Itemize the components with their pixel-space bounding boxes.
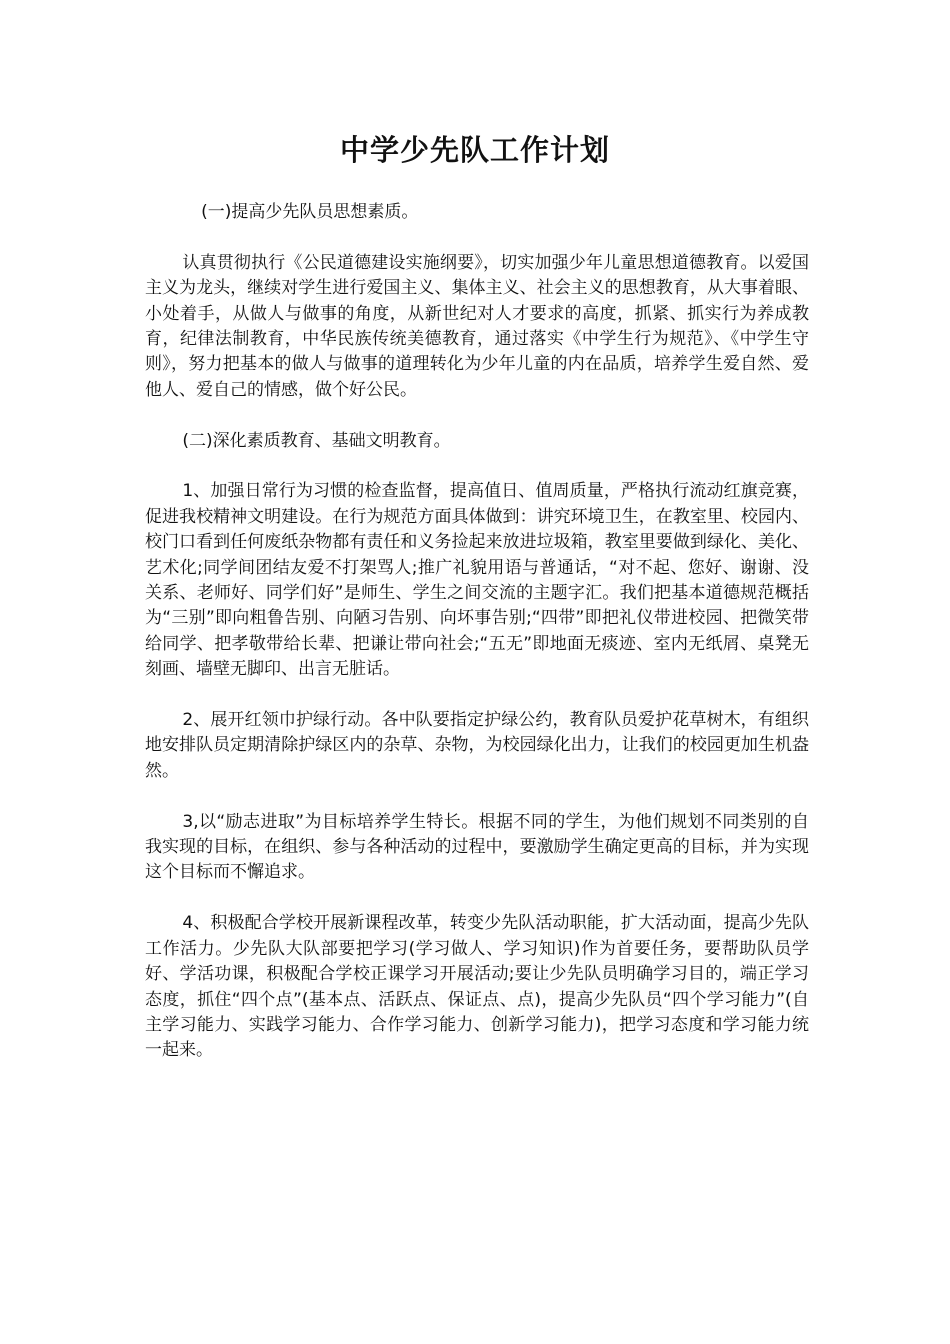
spacer [145, 225, 809, 250]
spacer [145, 683, 809, 708]
spacer [145, 454, 809, 479]
list-item-2: 2、展开红领巾护绿行动。各中队要指定护绿公约，教育队员爱护花草树木，有组织地安排队员定期清除护绿区内的杂草、杂物，为校园绿化出力，让我们的校园更加生机盎然。 [145, 710, 809, 781]
paragraph-moral-education: 认真贯彻执行《公民道德建设实施纲要》，切实加强少年儿童思想道德教育。以爱国主义为龙头，继续对学生进行爱国主义、集体主义、社会主义的思想教育，从大事着眼、小处着手，从做人与做事的角度，从新世纪对人才要求的高度，抓紧、抓实行为养成教育，纪律法制教育，中华民族传统美德教育，通过落实《中学生行为规范》、《中学生守则》，努力把基本的做人与做事的道理转化为少年儿童的内在品质，培养学生爱自然、爱他人、爱自己的情感，做个好公民。 [145, 252, 809, 400]
spacer [145, 403, 809, 428]
list-item-3: 3,以“励志进取”为目标培养学生特长。根据不同的学生，为他们规划不同类别的自我实现的目标，在组织、参与各种活动的过程中，要激励学生确定更高的目标，并为实现这个目标而不懈追求。 [145, 811, 809, 883]
spacer [145, 886, 809, 911]
list-item-1: 1、加强日常行为习惯的检查监督，提高值日、值周质量，严格执行流动红旗竞赛，促进我校精神文明建设。在行为规范方面具体做到：讲究环境卫生，在教室里、校园内、校门口看到任何废纸杂物都有责任和义务捡起来放进垃圾箱，教室里要做到绿化、美化、艺术化;同学间团结友爱不打架骂人;推广礼貌用语与普通话，“对不起、您好、谢谢、没关系、老师好、同学们好”是师生、学生之间交流的主题字汇。我们把基本道德规范概括为“三别”即向粗鲁告别、向陋习告别、向坏事告别;“四带”即把礼仪带进校园、把微笑带给同学、把孝敬带给长辈、把谦让带向社会;“五无”即地面无痰迹、室内无纸屑、桌凳无刻画、墙壁无脚印、出言无脏话。 [145, 481, 809, 680]
document-title: 中学少先队工作计划 [339, 133, 610, 167]
list-item-4: 4、积极配合学校开展新课程改革，转变少先队活动职能，扩大活动面，提高少先队工作活力。少先队大队部要把学习(学习做人、学习知识)作为首要任务，要帮助队员学好、学活功课，积极配合学校正课学习开展活动;要让少先队员明确学习目的，端正学习态度，抓住“四个点”(基本点、活跃点、保证点、点)，提高少先队员“四个学习能力”(自主学习能力、实践学习能力、合作学习能力、创新学习能力)，把学习态度和学习能力统一起来。 [145, 913, 809, 1061]
section-heading-1: (一)提高少先队员思想素质。 [201, 202, 419, 222]
spacer [145, 784, 809, 809]
section-heading-2: (二)深化素质教育、基础文明教育。 [182, 430, 451, 451]
document-body [145, 200, 809, 1064]
